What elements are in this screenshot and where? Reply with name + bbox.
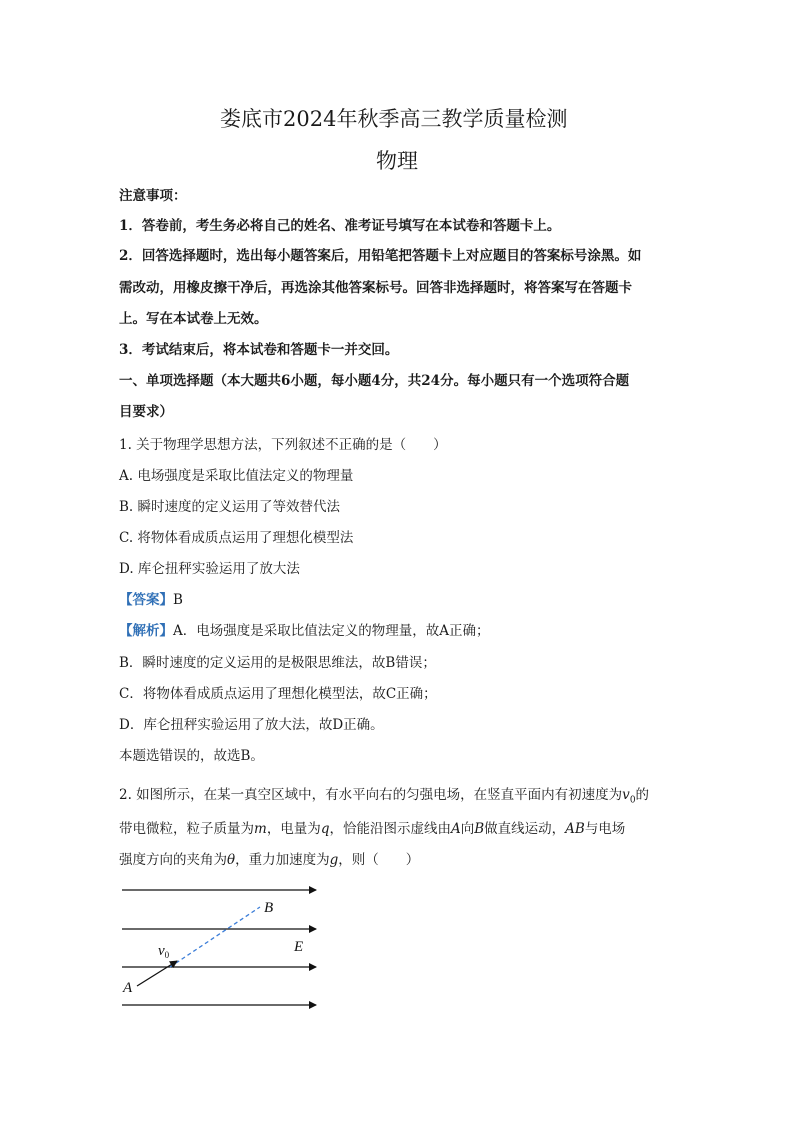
v0-subscript: 0 <box>629 795 636 806</box>
analysis-line: B．瞬时速度的定义运用的是极限思维法，故B错误； <box>119 655 436 671</box>
answer-value: B <box>173 592 183 608</box>
note-line: 上。写在本试卷上无效。 <box>119 311 268 327</box>
label-a: A <box>123 980 133 996</box>
initial-velocity-arrow <box>137 961 177 986</box>
label-e: E <box>294 939 304 955</box>
q1-option-d: D. 库仑扭秤实验运用了放大法 <box>119 561 300 577</box>
q1-stem: 1. 关于物理学思想方法，下列叙述不正确的是（ ） <box>119 437 447 453</box>
analysis-line: C．将物体看成质点运用了理想化模型法，故C正确； <box>119 686 437 702</box>
text: 做直线运动， <box>484 821 566 837</box>
q1-answer <box>119 591 183 609</box>
q1-option-b: B. 瞬时速度的定义运用了等效替代法 <box>119 499 341 515</box>
charge-symbol: q <box>320 821 330 837</box>
analysis-tag: 【解析】 <box>119 623 173 639</box>
analysis-conclusion: 本题选错误的，故选B。 <box>119 748 264 764</box>
text: ，重力加速度为 <box>235 852 330 868</box>
text: 带电微粒，粒子质量为 <box>119 821 254 837</box>
text: ，恰能沿图示虚线由 <box>329 821 451 837</box>
trajectory-dashed-line <box>170 907 260 967</box>
text: 向 <box>460 821 475 837</box>
q1-option-c: C. 将物体看成质点运用了理想化模型法 <box>119 530 354 546</box>
segment-ab-symbol: AB <box>565 821 585 837</box>
text: 的 <box>635 787 650 803</box>
note-line: 需改动，用橡皮擦干净后，再选涂其他答案标号。回答非选择题时，将答案写在答题卡 <box>119 280 632 296</box>
text: 与电场 <box>584 821 626 837</box>
analysis-line: A．电场强度是采取比值法定义的物理量，故A正确； <box>173 623 490 639</box>
label-b: B <box>264 900 274 916</box>
q2-stem-line1 <box>119 786 649 810</box>
q2-stem-line2 <box>119 820 625 838</box>
electric-field-diagram <box>110 878 330 1018</box>
analysis-line: D．库仑扭秤实验运用了放大法，故D正确。 <box>119 717 384 733</box>
answer-tag: 【答案】 <box>119 592 173 608</box>
label-v0: $v_0$ <box>158 943 170 960</box>
v0-symbol: v <box>622 787 630 803</box>
note-line: 1．答卷前，考生务必将自己的姓名、准考证号填写在本试卷和答题卡上。 <box>119 218 561 234</box>
q1-analysis <box>119 622 490 640</box>
mass-symbol: m <box>254 821 267 837</box>
q2-stem-line3 <box>119 851 419 869</box>
note-line: 2．回答选择题时，选出每小题答案后，用铅笔把答题卡上对应题目的答案标号涂黑。如 <box>119 248 642 264</box>
exam-title: 娄底市2024年秋季高三教学质量检测 <box>220 107 568 131</box>
notes-heading: 注意事项： <box>119 188 187 204</box>
text: 强度方向的夹角为 <box>119 852 227 868</box>
note-line: 3．考试结束后，将本试卷和答题卡一并交回。 <box>119 342 399 358</box>
theta-symbol: θ <box>227 852 236 868</box>
point-a-symbol: A <box>450 821 461 837</box>
text: 2. 如图所示，在某一真空区域中，有水平向右的匀强电场，在竖直平面内有初速度为 <box>119 787 623 803</box>
point-b-symbol: B <box>474 821 485 837</box>
subject-title: 物理 <box>376 149 418 173</box>
q1-option-a: A. 电场强度是采取比值法定义的物理量 <box>119 468 354 484</box>
section-heading-cont: 目要求） <box>119 404 173 420</box>
gravity-symbol: g <box>329 852 339 868</box>
text: ，则（ ） <box>338 852 420 868</box>
text: ，电量为 <box>266 821 321 837</box>
section-heading: 一、单项选择题（本大题共6小题，每小题4分，共24分。每小题只有一个选项符合题 <box>119 373 630 389</box>
